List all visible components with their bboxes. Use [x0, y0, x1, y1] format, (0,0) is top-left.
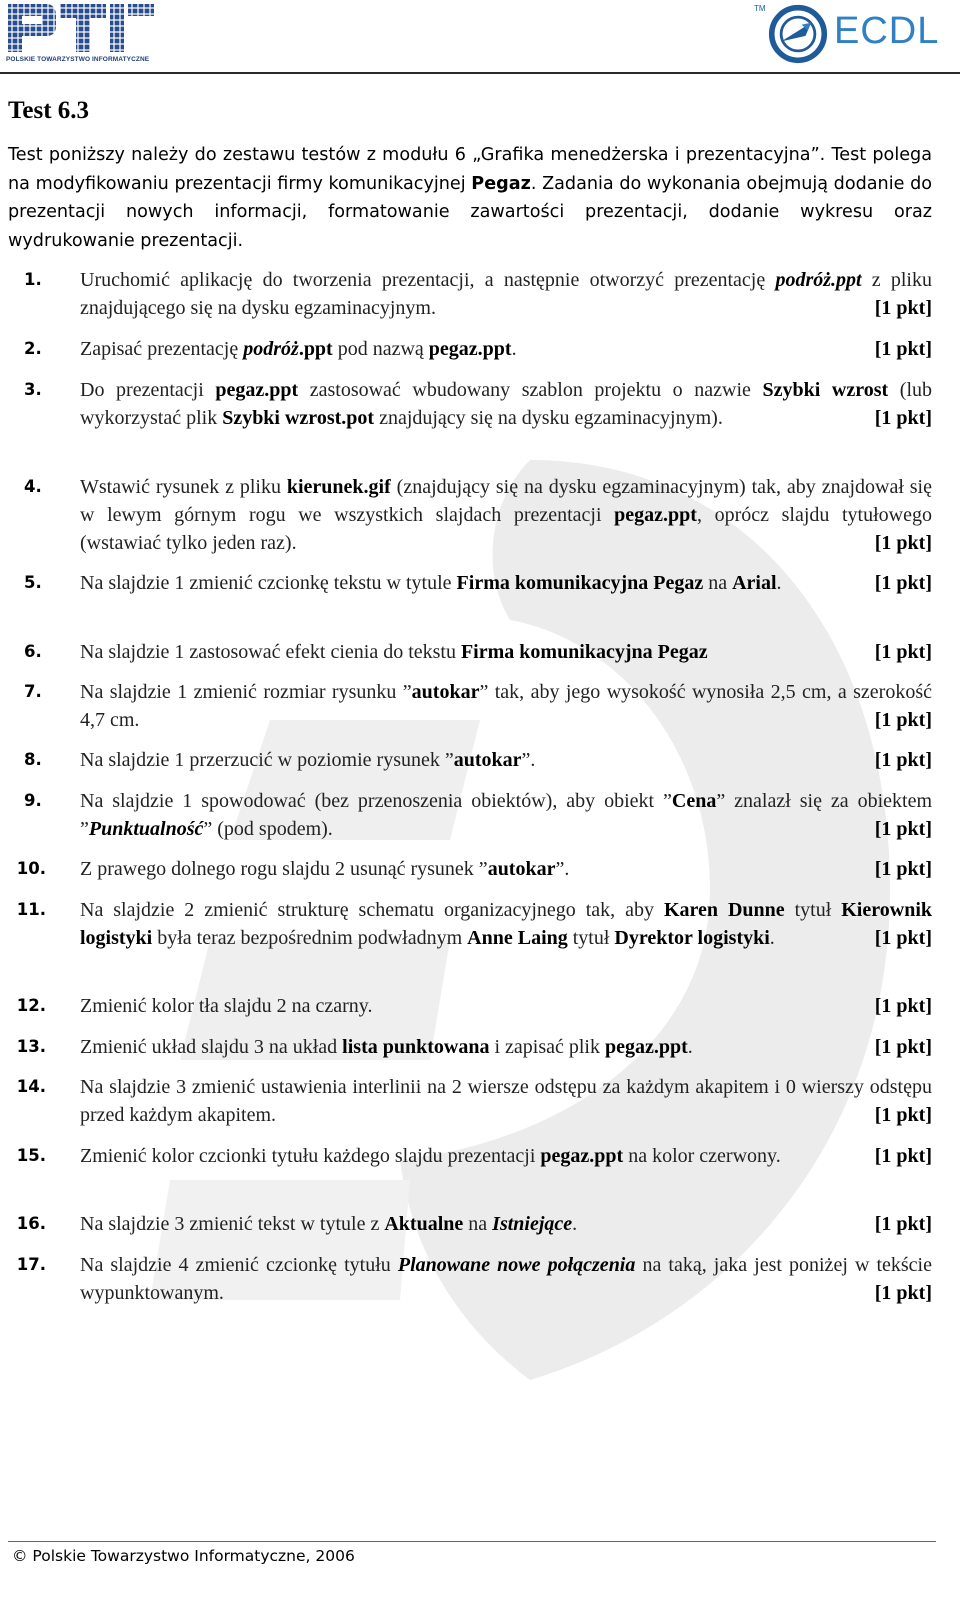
task-text: Na slajdzie 1 spowodować (bez przenoszenia obiektów), aby obiekt ”Cena” znalazł się za obiektem ”Punktualność” (pod spodem). [1 pkt] [80, 787, 932, 843]
task-item-17 [0, 1251, 932, 1307]
intro-text-2: . Zadania do wykonania obejmują dodanie do prezentacji nowych informacji, formatowanie zawartości prezentacji, dodanie wykresu oraz wydrukowanie prezentacji. [8, 173, 933, 251]
task-points: [1 pkt] [874, 572, 932, 594]
task-points: [1 pkt] [874, 641, 932, 663]
task-text: Na slajdzie 1 zmienić czcionkę tekstu w tytule Firma komunikacyjna Pegaz na Arial. [1 pkt] [80, 569, 932, 597]
task-text: Zapisać prezentację podróż.ppt pod nazwą pegaz.ppt. [1 pkt] [80, 335, 932, 363]
task-text: Na slajdzie 1 zmienić rozmiar rysunku ”autokar” tak, aby jego wysokość wynosiła 2,5 cm, a szerokość 4,7 cm. [1 pkt] [80, 678, 932, 734]
task-text: Zmienić kolor tła slajdu 2 na czarny. [1 pkt] [80, 992, 932, 1020]
task-number: 8. [24, 750, 42, 769]
task-item-8 [0, 746, 932, 774]
task-points: [1 pkt] [874, 1145, 932, 1167]
task-item-15 [0, 1142, 932, 1170]
intro-bold-pegaz: Pegaz [471, 173, 531, 194]
page-title: Test 6.3 [8, 97, 90, 124]
task-item-12 [0, 992, 932, 1020]
pti-letters-graphic [6, 2, 156, 54]
task-number: 2. [24, 339, 42, 358]
task-number: 9. [24, 791, 42, 810]
task-points: [1 pkt] [874, 927, 932, 949]
task-item-13 [0, 1033, 932, 1061]
task-text: Uruchomić aplikację do tworzenia prezentacji, a następnie otworzyć prezentację podróż.ppt z pliku znajdującego się na dysku egzaminacyjnym. [1 pkt] [80, 266, 932, 322]
task-number: 16. [16, 1214, 46, 1233]
task-number: 15. [16, 1146, 46, 1165]
intro-paragraph [8, 141, 932, 255]
task-item-11 [0, 896, 932, 952]
task-points: [1 pkt] [874, 532, 932, 554]
task-number: 7. [24, 682, 42, 701]
page-footer: © Polskie Towarzystwo Informatyczne, 2006 [12, 1547, 355, 1565]
pti-logo [6, 2, 156, 66]
task-item-4 [0, 473, 932, 557]
task-text: Na slajdzie 1 przerzucić w poziomie rysunek ”autokar”. [1 pkt] [80, 746, 932, 774]
task-text: Wstawić rysunek z pliku kierunek.gif (znajdujący się na dysku egzaminacyjnym) tak, aby znajdował się w lewym górnym rogu we wszystkich slajdach prezentacji pegaz.ppt, oprócz slajdu tytułowego (wstawiać tylko jeden raz). [1 pkt] [80, 473, 932, 557]
task-number: 1. [24, 270, 42, 289]
task-text: Zmienić kolor czcionki tytułu każdego slajdu prezentacji pegaz.ppt na kolor czerwony. [1 pkt] [80, 1142, 932, 1170]
task-number: 14. [16, 1077, 46, 1096]
task-points: [1 pkt] [874, 749, 932, 771]
header-divider [0, 72, 960, 74]
task-number: 4. [24, 477, 42, 496]
task-item-3 [0, 376, 932, 432]
task-points: [1 pkt] [874, 709, 932, 731]
ecdl-trademark: TM [754, 4, 766, 13]
task-text: Zmienić układ slajdu 3 na układ lista punktowana i zapisać plik pegaz.ppt. [1 pkt] [80, 1033, 932, 1061]
task-item-1 [0, 266, 932, 322]
task-item-7 [0, 678, 932, 734]
task-points: [1 pkt] [874, 818, 932, 840]
task-text: Na slajdzie 3 zmienić ustawienia interlinii na 2 wiersze odstępu za każdym akapitem i 0 wierszy odstępu przed każdym akapitem. [1 pkt] [80, 1073, 932, 1129]
task-points: [1 pkt] [874, 338, 932, 360]
pti-logo-subtitle: POLSKIE TOWARZYSTWO INFORMATYCZNE [6, 56, 150, 63]
ecdl-globe-icon [768, 4, 828, 64]
task-number: 17. [16, 1255, 46, 1274]
task-item-10 [0, 855, 932, 883]
task-text: Z prawego dolnego rogu slajdu 2 usunąć rysunek ”autokar”. [1 pkt] [80, 855, 932, 883]
task-item-2 [0, 335, 932, 363]
task-points: [1 pkt] [874, 297, 932, 319]
task-text: Na slajdzie 2 zmienić strukturę schematu organizacyjnego tak, aby Karen Dunne tytuł Kierownik logistyki była teraz bezpośrednim podwładnym Anne Laing tytuł Dyrektor logistyki. [1 pkt] [80, 896, 932, 952]
task-number: 6. [24, 642, 42, 661]
task-item-5 [0, 569, 932, 597]
task-points: [1 pkt] [874, 1282, 932, 1304]
task-text: Na slajdzie 4 zmienić czcionkę tytułu Planowane nowe połączenia na taką, jaka jest poniżej w tekście wypunktowanym. [1 pkt] [80, 1251, 932, 1307]
task-number: 10. [16, 859, 46, 878]
task-points: [1 pkt] [874, 1213, 932, 1235]
ecdl-logo-text: ECDL [834, 10, 940, 52]
footer-divider [8, 1541, 936, 1542]
task-points: [1 pkt] [874, 995, 932, 1017]
task-points: [1 pkt] [874, 1104, 932, 1126]
task-points: [1 pkt] [874, 407, 932, 429]
intro-text-1: Test poniższy należy do zestawu testów z modułu 6 „Grafika menedżerska i prezentacyjna”. Test polega na modyfikowaniu prezentacji firmy komunikacyjnej [8, 145, 932, 194]
task-number: 5. [24, 573, 42, 592]
task-text: Do prezentacji pegaz.ppt zastosować wbudowany szablon projektu o nazwie Szybki wzrost (lub wykorzystać plik Szybki wzrost.pot znajdujący się na dysku egzaminacyjnym). [1 pkt] [80, 376, 932, 432]
task-number: 3. [24, 380, 42, 399]
task-number: 13. [16, 1037, 46, 1056]
task-item-6 [0, 638, 932, 666]
task-number: 11. [16, 900, 46, 919]
task-text: Na slajdzie 1 zastosować efekt cienia do tekstu Firma komunikacyjna Pegaz [1 pkt] [80, 638, 932, 666]
task-points: [1 pkt] [874, 1036, 932, 1058]
page-header [0, 0, 960, 74]
task-item-9 [0, 787, 932, 843]
task-number: 12. [16, 996, 46, 1015]
task-text: Na slajdzie 3 zmienić tekst w tytule z Aktualne na Istniejące. [1 pkt] [80, 1210, 932, 1238]
task-points: [1 pkt] [874, 858, 932, 880]
task-item-16 [0, 1210, 932, 1238]
task-item-14 [0, 1073, 932, 1129]
